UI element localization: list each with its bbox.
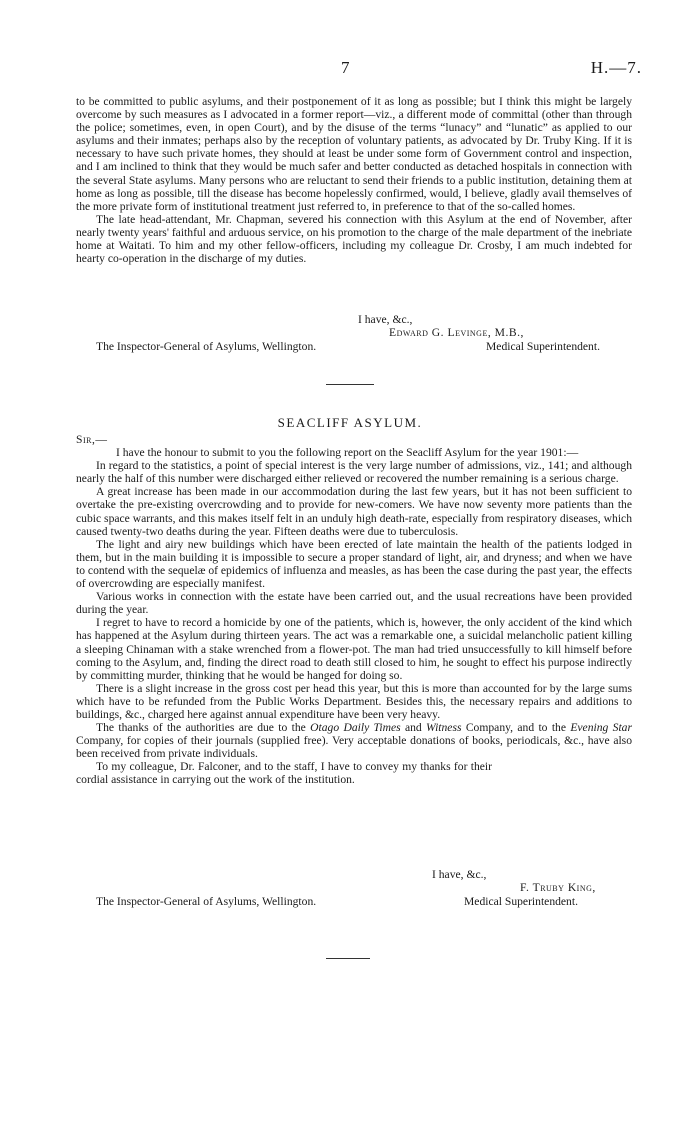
newspaper-name: Evening Star	[570, 721, 632, 735]
page-number: 7	[341, 58, 350, 77]
body-paragraph: I have the honour to submit to you the following report on the Seacliff Asylum for the year 1901:—	[116, 446, 579, 460]
page-header	[0, 58, 700, 80]
addressee: The Inspector-General of Asylums, Wellington.	[96, 895, 317, 908]
report-code: H.—7.	[590, 58, 642, 77]
body-paragraph: I regret to have to record a homicide by one of the patients, which is, however, the only accident of the kind which has happened at the Asylum during thirteen years. The act was a remarkable one, a suicidal melancholic patient killing a sleeping Chinaman with a stake wrenched from a flower-pot. The man had tried unsuccessfully to kill himself before coming to the Asylum, and, finding the direct road to death still closed to him, he sought to effect his purpose indirectly by committing murder, thinking that he would be hanged for doing so.	[76, 616, 632, 682]
body-paragraph: There is a slight increase in the gross cost per head this year, but this is more than accounted for by the large sums which have to be refunded from the Public Works Department. Besides this, the necessary repairs and additions to buildings, &c., charged here against annual expenditure have been very heavy.	[76, 681, 632, 721]
body-paragraph: Various works in connection with the estate have been carried out, and the usual recreations have been provided during the year.	[76, 590, 632, 617]
body-paragraph: The late head-attendant, Mr. Chapman, severed his connection with this Asylum at the end of November, after nearly twenty years' faithful and arduous service, on his promotion to the charge of the male department of the inebriate home at Waitati. To him and my other fellow-officers, including my colleague Dr. Crosby, I am much indebted for hearty co-operation in the discharge of my duties.	[76, 212, 632, 266]
thanks-text: Company, and to the	[465, 721, 566, 735]
closing-line: I have, &c.,	[432, 868, 487, 881]
signatory-name: Edward G. Levinge, M.B.,	[389, 326, 524, 339]
body-paragraph: A great increase has been made in our accommodation during the last few years, but it has not been sufficient to overtake the pre-existing overcrowding and to provide for new-comers. We have now seventy more patients than the cubic space warrants, and this makes itself felt in an unduly high death-rate, especially from respiratory diseases, which caused twenty-two deaths during the year. Fifteen deaths were due to tuberculosis.	[76, 485, 632, 538]
signatory-title: Medical Superintendent.	[464, 895, 578, 908]
newspaper-name: Witness	[426, 721, 462, 735]
addressee: The Inspector-General of Asylums, Wellington.	[96, 340, 317, 353]
thanks-text: and	[404, 721, 422, 735]
body-paragraph: In regard to the statistics, a point of special interest is the very large number of admissions, viz., 141; and although nearly the half of this number were discharged either relieved or recovered the number remaining is a serious charge.	[76, 459, 632, 486]
first-report-body	[76, 95, 632, 265]
seacliff-report-body	[76, 433, 632, 787]
section-title: SEACLIFF ASYLUM.	[277, 415, 423, 430]
salutation: Sir,—	[76, 433, 108, 446]
thanks-prefix: The thanks of the authorities are due to the	[96, 721, 306, 735]
body-paragraph: The light and airy new buildings which have been erected of late maintain the health of the patients lodged in them, but in the main building it is impossible to secure a proper standard of light, air, and dryness; and when we have to contend with the sequelæ of epidemics of influenza and measles, as has been the case during the past year, the effects of overcrowding are especially manifest.	[76, 537, 632, 591]
newspaper-name: Otago Daily Times	[310, 721, 401, 735]
end-divider	[326, 958, 370, 959]
signatory-title: Medical Superintendent.	[486, 340, 600, 353]
body-paragraph: to be committed to public asylums, and their postponement of it as long as possible; but I think this might be largely overcome by such measures as I advocated in a former report—viz., a different mode of committal (other than through the police; sometimes, even, in open Court), and by the disuse of the terms “lunacy” and “lunatic” as applied to our asylums and their inmates; perhaps also by the reception of voluntary patients, as advocated by Dr. Truby King. If it is necessary to have such private homes, they should at least be under some form of Government control and inspection, and I am inclined to think that they would be much safer and better conducted as detached hospitals in connection with the several State asylums. Many persons who are reluctant to send their friends to a public institution, detaining them at home as long as possible, till the disease has become hopelessly confirmed, would, I believe, gladly avail themselves of the more private form of institutional treatment just referred to, in preference to that of the so-called homes.	[76, 95, 632, 213]
body-paragraph: To my colleague, Dr. Falconer, and to the staff, I have to convey my thanks for their cordial assistance in carrying out the work of the institution.	[76, 760, 492, 787]
section-divider	[326, 384, 374, 385]
thanks-suffix: Company, for copies of their journals (supplied free). Very acceptable donations of books, periodicals, &c., have also been received from private individuals.	[76, 734, 632, 761]
thanks-paragraph	[76, 721, 632, 760]
signatory-name: F. Truby King,	[520, 881, 596, 894]
closing-line: I have, &c.,	[358, 313, 413, 326]
